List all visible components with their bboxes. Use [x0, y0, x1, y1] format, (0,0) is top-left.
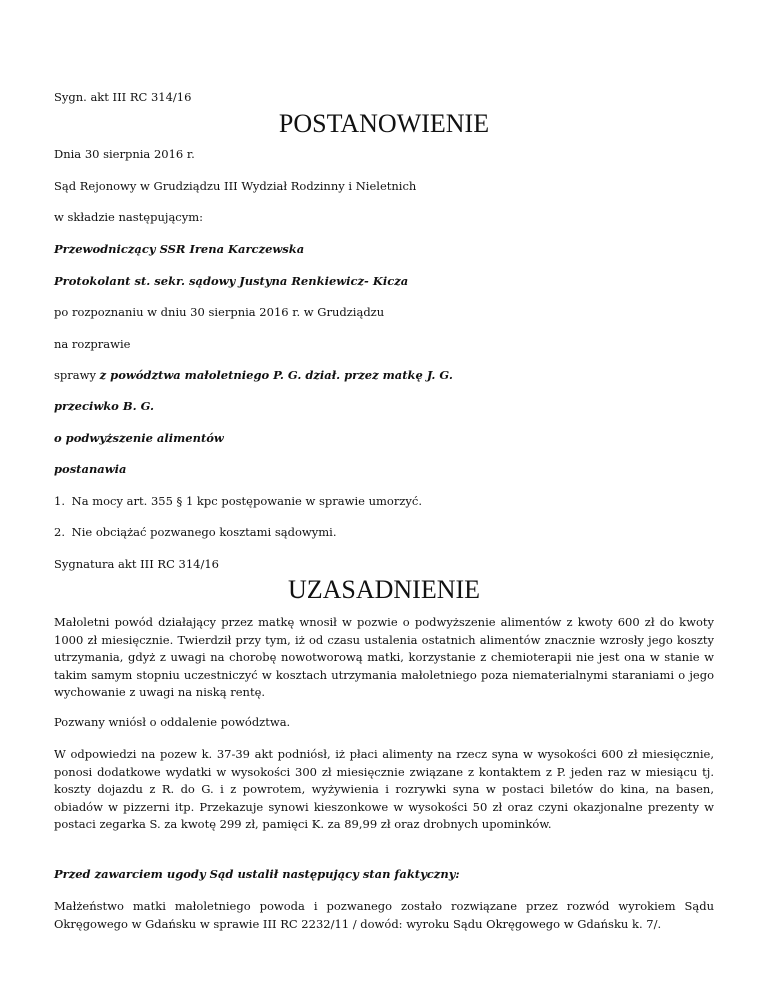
hearing-type: na rozprawie: [54, 337, 131, 351]
justification-paragraph-2: Pozwany wniósł o oddalenie powództwa.: [54, 715, 291, 729]
case-claim: z powództwa małoletniego P. G. dział. przez matkę J. G.: [99, 368, 453, 382]
case-subject: o podwyższenie alimentów: [54, 431, 224, 445]
case-defendant: przeciwko B. G.: [54, 399, 155, 413]
case-prefix: sprawy: [54, 368, 100, 382]
justification-paragraph-1: Małoletni powód działający przez matkę wnosił w pozwie o podwyższenie alimentów z kwoty 600 zł do kwoty 1000 zł miesięcznie. Twierdził przy tym, iż od czasu ustalenia ostatnich alimentów znacznie wzrosły jego koszty utrzymania, gdyż z uwagi na chorobę nowotworową matki, korzystanie z chemioterapii nie jest ona w stanie w takim samym stopniu uczestniczyć w kosztach utrzymania małoletniego poza niematerialnymi staraniami o jego wychowanie z uwagi na niską rentę.: [54, 615, 714, 699]
justification-paragraph-4: Małżeństwo matki małoletniego powoda i pozwanego zostało rozwiązane przez rozwód wyrokiem Sądu Okręgowego w Gdańsku w sprawie III RC 2232/11 / dowód: wyroku Sądu Okręgowego w Gdańsku k. 7/.: [54, 899, 714, 931]
case-signature: Sygn. akt III RC 314/16: [54, 90, 192, 104]
ruling-item: 2. Nie obciążać pozwanego kosztami sądowymi.: [54, 525, 337, 539]
court-name: Sąd Rejonowy w Grudziądzu III Wydział Rodzinny i Nieletnich: [54, 179, 417, 193]
date-line: Dnia 30 sierpnia 2016 r.: [54, 147, 195, 161]
document-title: POSTANOWIENIE: [278, 109, 490, 138]
ruling-item: 1. Na mocy art. 355 § 1 kpc postępowanie w sprawie umorzyć.: [54, 494, 422, 508]
decision-keyword: postanawia: [54, 462, 127, 476]
justification-signature: Sygnatura akt III RC 314/16: [54, 557, 219, 571]
justification-paragraph-3: W odpowiedzi na pozew k. 37-39 akt podniósł, iż płaci alimenty na rzecz syna w wysokości 600 zł miesięcznie, ponosi dodatkowe wydatki w wysokości 300 zł miesięcznie związane z kontaktem z P. jeden raz w miesiącu tj. koszty dojazdu z R. do G. i z powrotem, wyżywienia i rozrywki syna w postaci biletów do kina, na basen, obiadów w pizzerni itp. Przekazuje synowi kieszonkowe w wysokości 50 zł oraz czyni okazjonalne prezenty w postaci zegarka S. za kwotę 299 zł, pamięci K. za 89,99 zł oraz drobnych upominków.: [54, 747, 714, 831]
presiding-judge: Przewodniczący SSR Irena Karczewska: [54, 242, 305, 256]
justification-title: UZASADNIENIE: [287, 575, 481, 604]
composition-label: w składzie następującym:: [54, 210, 204, 224]
hearing-info: po rozpoznaniu w dniu 30 sierpnia 2016 r. w Grudziądzu: [54, 305, 385, 319]
case-claim-line: [54, 367, 453, 383]
facts-heading: Przed zawarciem ugody Sąd ustalił następujący stan faktyczny:: [54, 867, 460, 881]
court-clerk: Protokolant st. sekr. sądowy Justyna Renkiewicz- Kicza: [54, 274, 409, 288]
